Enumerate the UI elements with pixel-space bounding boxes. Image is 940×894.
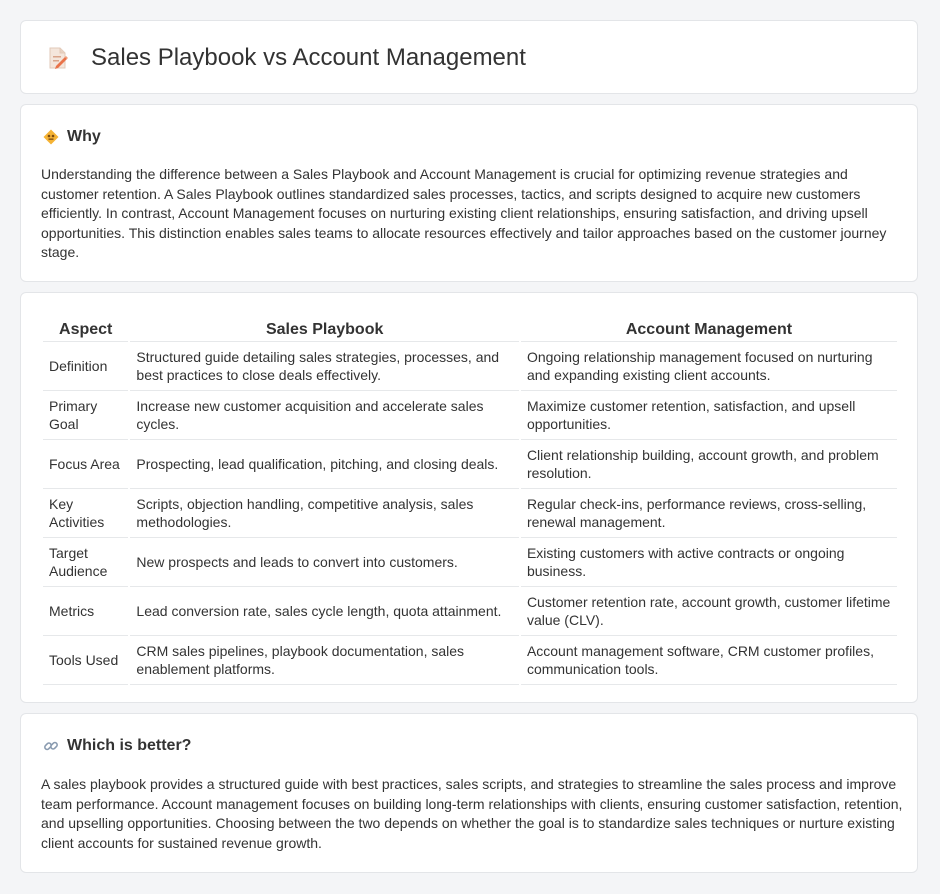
page-title: Sales Playbook vs Account Management bbox=[91, 44, 526, 71]
row-aspect: Tools Used bbox=[43, 636, 128, 685]
better-text: A sales playbook provides a structured guide with best practices, sales scripts, and strategies to streamline the sales process and improve team performance. Account management focuses on building long-term relationships with clients, ensuring customer satisfaction, retention, and upselling opportunities. Choosing between the two depends on whether the goal is to standardize sales techniques or nurture existing client accounts for sustained revenue growth. bbox=[41, 776, 903, 851]
header-aspect: Aspect bbox=[43, 313, 128, 342]
row-sales-value: Scripts, objection handling, competitive analysis, sales methodologies. bbox=[130, 489, 519, 538]
table-row bbox=[43, 587, 897, 636]
row-account-value: Regular check-ins, performance reviews, cross-selling, renewal management. bbox=[521, 489, 897, 538]
row-aspect: Target Audience bbox=[43, 538, 128, 587]
why-section bbox=[20, 104, 918, 282]
table-row bbox=[43, 636, 897, 685]
row-aspect: Definition bbox=[43, 342, 128, 391]
better-heading: Which is better? bbox=[67, 737, 192, 754]
which-is-better-section bbox=[20, 713, 918, 873]
header-account-management: Account Management bbox=[521, 313, 897, 342]
why-text: Understanding the difference between a Sales Playbook and Account Management is crucial for optimizing revenue strategies and customer retention. A Sales Playbook outlines standardized sales processes, tactics, and scripts designed to acquire new customers efficiently. In contrast, Account Management focuses on nurturing existing client relationships, ensuring satisfaction, and driving upsell opportunities. This distinction enables sales teams to allocate resources effectively and tailor approaches based on the customer journey stage. bbox=[41, 166, 887, 261]
link-icon bbox=[43, 738, 59, 754]
table-row bbox=[43, 342, 897, 391]
comparison-table bbox=[41, 313, 899, 685]
why-heading-row bbox=[43, 127, 101, 147]
row-aspect: Key Activities bbox=[43, 489, 128, 538]
row-account-value: Client relationship building, account growth, and problem resolution. bbox=[521, 440, 897, 489]
row-sales-value: New prospects and leads to convert into customers. bbox=[130, 538, 519, 587]
row-aspect: Focus Area bbox=[43, 440, 128, 489]
edit-document-icon bbox=[47, 46, 69, 70]
table-row bbox=[43, 440, 897, 489]
row-sales-value: Lead conversion rate, sales cycle length, quota attainment. bbox=[130, 587, 519, 636]
row-aspect: Primary Goal bbox=[43, 391, 128, 440]
row-account-value: Ongoing relationship management focused on nurturing and expanding existing client accounts. bbox=[521, 342, 897, 391]
row-sales-value: Prospecting, lead qualification, pitching, and closing deals. bbox=[130, 440, 519, 489]
table-row bbox=[43, 489, 897, 538]
row-aspect: Metrics bbox=[43, 587, 128, 636]
row-account-value: Customer retention rate, account growth, customer lifetime value (CLV). bbox=[521, 587, 897, 636]
row-account-value: Account management software, CRM customer profiles, communication tools. bbox=[521, 636, 897, 685]
header-sales-playbook: Sales Playbook bbox=[130, 313, 519, 342]
table-row bbox=[43, 538, 897, 587]
row-sales-value: CRM sales pipelines, playbook documentation, sales enablement platforms. bbox=[130, 636, 519, 685]
lightbulb-icon bbox=[43, 129, 59, 145]
table-header-row bbox=[43, 313, 897, 342]
better-heading-row bbox=[43, 736, 191, 756]
row-sales-value: Increase new customer acquisition and accelerate sales cycles. bbox=[130, 391, 519, 440]
row-account-value: Maximize customer retention, satisfaction, and upsell opportunities. bbox=[521, 391, 897, 440]
why-heading: Why bbox=[67, 128, 101, 145]
row-account-value: Existing customers with active contracts or ongoing business. bbox=[521, 538, 897, 587]
row-sales-value: Structured guide detailing sales strategies, processes, and best practices to close deals effectively. bbox=[130, 342, 519, 391]
comparison-section bbox=[20, 292, 918, 703]
table-row bbox=[43, 391, 897, 440]
title-card bbox=[20, 20, 918, 94]
